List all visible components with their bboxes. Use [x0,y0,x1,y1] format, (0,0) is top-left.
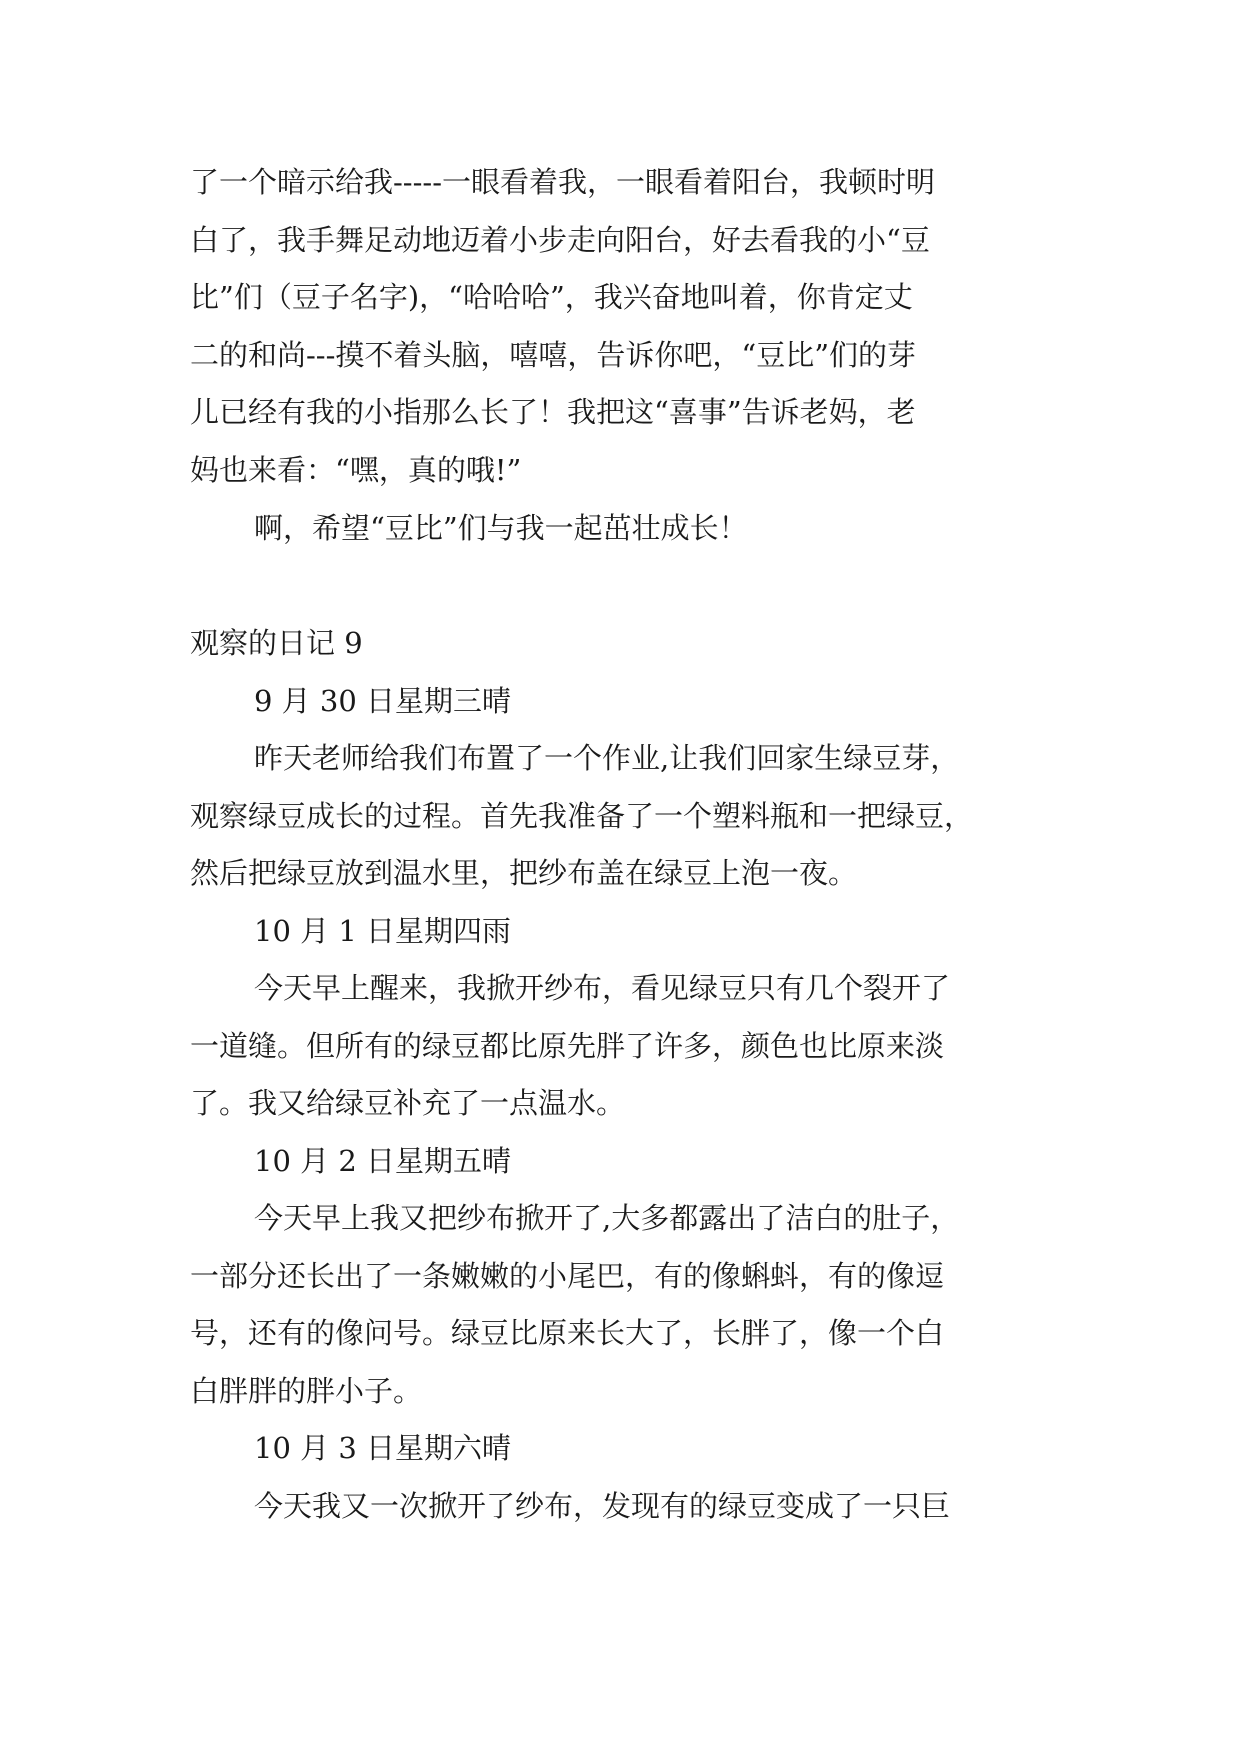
text-line: 儿已经有我的小指那么长了！我把这“喜事”告诉老妈，老 [190,395,916,429]
text-line: 昨天老师给我们布置了一个作业,让我们回家生绿豆芽， [254,741,960,775]
text-line: 今天我又一次掀开了纱布，发现有的绿豆变成了一只巨 [254,1489,951,1523]
text-line: 啊，希望“豆比”们与我一起茁壮成长！ [254,511,748,545]
text-line: 一道缝。但所有的绿豆都比原先胖了许多，颜色也比原来淡 [190,1029,945,1063]
text-line: 妈也来看：“嘿，真的哦!” [190,453,522,487]
text-line: 了一个暗示给我-----一眼看着我，一眼看着阳台，我顿时明 [190,165,935,199]
diary-date: 10 月 1 日星期四雨 [254,914,512,948]
text-line: 今天早上醒来，我掀开纱布，看见绿豆只有几个裂开了 [254,971,951,1005]
text-line: 观察绿豆成长的过程。首先我准备了一个塑料瓶和一把绿豆， [190,799,974,833]
text-line: 白了，我手舞足动地迈着小步走向阳台，好去看我的小“豆 [190,223,930,257]
diary-date: 10 月 3 日星期六晴 [254,1431,512,1465]
diary-date: 9 月 30 日星期三晴 [254,684,512,718]
diary-date: 10 月 2 日星期五晴 [254,1144,512,1178]
text-line: 一部分还长出了一条嫩嫩的小尾巴，有的像蝌蚪，有的像逗 [190,1259,945,1293]
text-line: 今天早上我又把纱布掀开了,大多都露出了洁白的肚子， [254,1201,960,1235]
text-line: 白胖胖的胖小子。 [190,1374,423,1408]
text-line: 了。我又给绿豆补充了一点温水。 [190,1086,626,1120]
text-line: 比”们（豆子名字)，“哈哈哈”，我兴奋地叫着，你肯定丈 [190,280,913,314]
text-line: 二的和尚---摸不着头脑，嘻嘻，告诉你吧，“豆比”们的芽 [190,338,917,372]
text-line: 号，还有的像问号。绿豆比原来长大了，长胖了，像一个白 [190,1316,945,1350]
section-heading: 观察的日记 9 [190,626,363,660]
text-line: 然后把绿豆放到温水里，把纱布盖在绿豆上泡一夜。 [190,856,858,890]
